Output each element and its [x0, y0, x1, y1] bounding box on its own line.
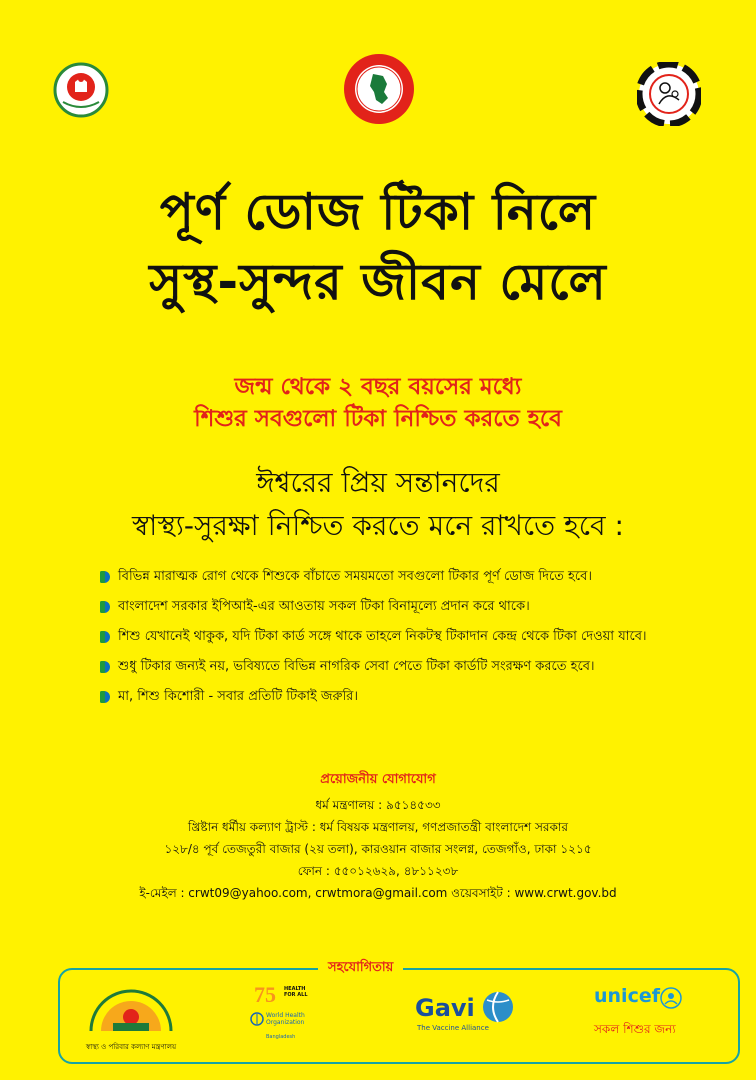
- bullet-icon: [100, 571, 110, 583]
- headline-line-2: সুস্থ-সুন্দর জীবন মেলে: [149, 253, 607, 311]
- contact-phone: ফোন : ৫৫০১২৬২৯, ৪৮১১২৩৮: [297, 864, 459, 878]
- subhead-red-line-1: জন্ম থেকে ২ বছর বয়সের মধ্যে: [234, 374, 522, 400]
- who-country: Bangladesh: [266, 1034, 296, 1040]
- contact-title: প্রয়োজনীয় যোগাযোগ: [320, 772, 436, 787]
- bullet-icon: [100, 691, 110, 703]
- subhead-dark-line-2: স্বাস্থ্য-সুরক্ষা নিশ্চিত করতে মনে রাখতে হবে :: [132, 509, 624, 542]
- bullet-icon: [100, 631, 110, 643]
- family-welfare-logo: [53, 62, 109, 118]
- who-75-logo: [250, 982, 310, 1054]
- list-item: [100, 595, 720, 619]
- headline-line-1: পূর্ণ ডোজ টিকা নিলে: [159, 183, 597, 241]
- bullet-text: শিশু যেখানেই থাকুক, যদি টিকা কার্ড সঙ্গে থাকে তাহলে নিকটস্থ টিকাদান কেন্দ্র থেকে টিকা দেওয়া যাবে।: [118, 629, 647, 644]
- unicef-logo: [594, 985, 694, 1055]
- bullet-text: বাংলাদেশ সরকার ইপিআই-এর আওতায় সকল টিকা বিনামূল্যে প্রদান করে থাকে।: [118, 599, 530, 614]
- who-tagline: HEALTH FOR ALL: [284, 986, 308, 998]
- subhead-dark-line-1: ঈশ্বরের প্রিয় সন্তানদের: [256, 466, 500, 499]
- who-75-number: 75: [254, 982, 276, 1007]
- gavi-globe-icon: [481, 990, 515, 1024]
- who-org-name: World Health Organization: [266, 1012, 305, 1026]
- bullet-text: বিভিন্ন মারাত্মক রোগ থেকে শিশুকে বাঁচাতে সময়মতো সবগুলো টিকার পূর্ণ ডোজ দিতে হবে।: [118, 569, 592, 584]
- bullet-icon: [100, 661, 110, 673]
- dghs-logo: [83, 985, 179, 1051]
- subhead-red-line-2: শিশুর সবগুলো টিকা নিশ্চিত করতে হবে: [194, 406, 562, 432]
- bullet-text: শুধু টিকার জন্যই নয়, ভবিষ্যতে বিভিন্ন নাগরিক সেবা পেতে টিকা কার্ডটি সংরক্ষণ করতে হবে।: [118, 659, 595, 674]
- bangladesh-government-seal: [342, 52, 416, 126]
- bullet-list: [100, 565, 720, 715]
- contact-address: ১২৮/৪ পূর্ব তেজতুরী বাজার (২য় তলা), কারওয়ান বাজার সংলগ্ন, তেজগাঁও, ঢাকা ১২১৫: [164, 842, 592, 856]
- bullet-icon: [100, 601, 110, 613]
- contact-email-web: ই-মেইল : crwt09@yahoo.com, crwtmora@gmail.com ওয়েবসাইট : www.crwt.gov.bd: [139, 886, 617, 900]
- gavi-name: Gavi: [415, 994, 475, 1022]
- list-item: [100, 685, 720, 709]
- partners-label: সহযোগিতায়: [318, 958, 403, 978]
- epi-mother-child-logo: [637, 62, 701, 126]
- contact-section: [0, 770, 756, 904]
- bullet-text: মা, শিশু কিশোরী - সবার প্রতিটি টিকাই জরুরি।: [118, 689, 358, 704]
- list-item: [100, 625, 720, 649]
- list-item: [100, 565, 720, 589]
- unicef-emblem-icon: [660, 987, 682, 1009]
- unicef-name: unicef: [594, 985, 660, 1007]
- gavi-subtitle: The Vaccine Alliance: [417, 1024, 489, 1032]
- contact-ministry: ধর্ম মন্ত্রণালয় : ৯৫১৪৫৩৩: [315, 798, 441, 812]
- contact-trust: খ্রিষ্টান ধর্মীয় কল্যাণ ট্রাস্ট : ধর্ম বিষয়ক মন্ত্রণালয়, গণপ্রজাতন্ত্রী বাংলাদেশ সরকার: [188, 820, 568, 834]
- unicef-subtitle: সকল শিশুর জন্য: [594, 1022, 676, 1036]
- list-item: [100, 655, 720, 679]
- gavi-logo: [415, 988, 519, 1040]
- dghs-caption: স্বাস্থ্য ও পরিবার কল্যাণ মন্ত্রণালয়: [85, 1043, 177, 1051]
